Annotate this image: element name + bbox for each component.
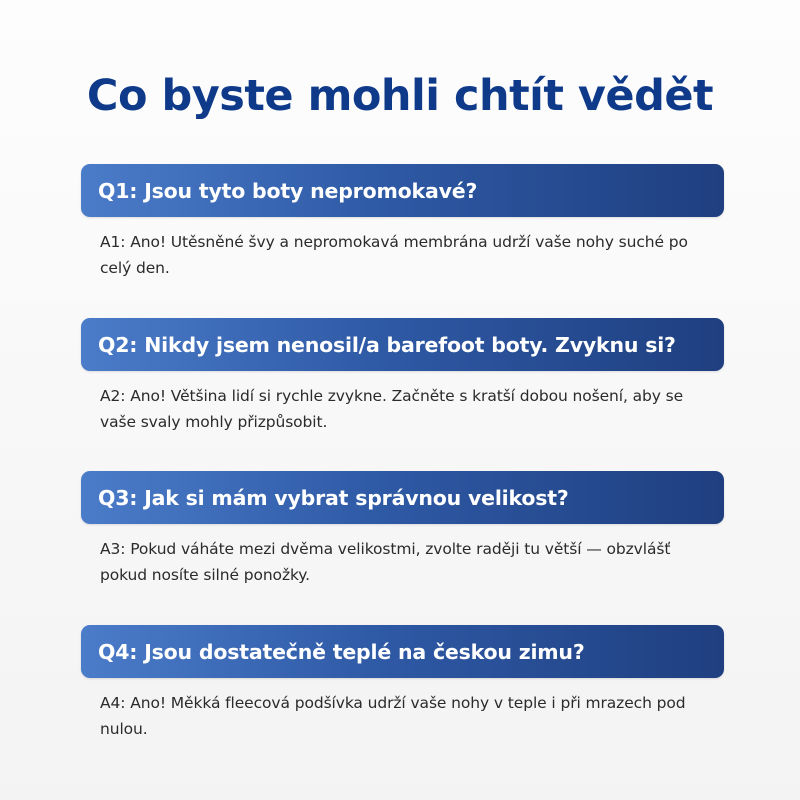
faq-item-3 (81, 471, 724, 588)
faq-item-4 (81, 625, 724, 742)
answer-text-4: A4: Ano! Měkká fleecová podšívka udrží vaše nohy v teple i při mrazech pod nulou. (100, 694, 686, 738)
answer-text-3: A3: Pokud váháte mezi dvěma velikostmi, zvolte raději tu větší — obzvlášť pokud nosíte silné ponožky. (100, 540, 671, 584)
question-text-2: Q2: Nikdy jsem nenosil/a barefoot boty. Zvyknu si? (98, 332, 676, 357)
question-bar-3[interactable] (81, 471, 724, 524)
faq-item-2 (81, 318, 724, 435)
question-text-1: Q1: Jsou tyto boty nepromokavé? (98, 178, 478, 203)
question-text-4: Q4: Jsou dostatečně teplé na českou zimu? (98, 639, 585, 664)
faq-item-1 (81, 164, 724, 281)
answer-text-1: A1: Ano! Utěsněné švy a nepromokavá membrána udrží vaše nohy suché po celý den. (100, 233, 688, 277)
question-text-3: Q3: Jak si mám vybrat správnou velikost? (98, 485, 569, 510)
question-bar-2[interactable] (81, 318, 724, 371)
page-title: Co byste mohli chtít vědět (86, 71, 714, 121)
question-bar-1[interactable] (81, 164, 724, 217)
question-bar-4[interactable] (81, 625, 724, 678)
answer-text-2: A2: Ano! Většina lidí si rychle zvykne. Začněte s kratší dobou nošení, aby se vaše svaly mohly přizpůsobit. (100, 387, 684, 431)
